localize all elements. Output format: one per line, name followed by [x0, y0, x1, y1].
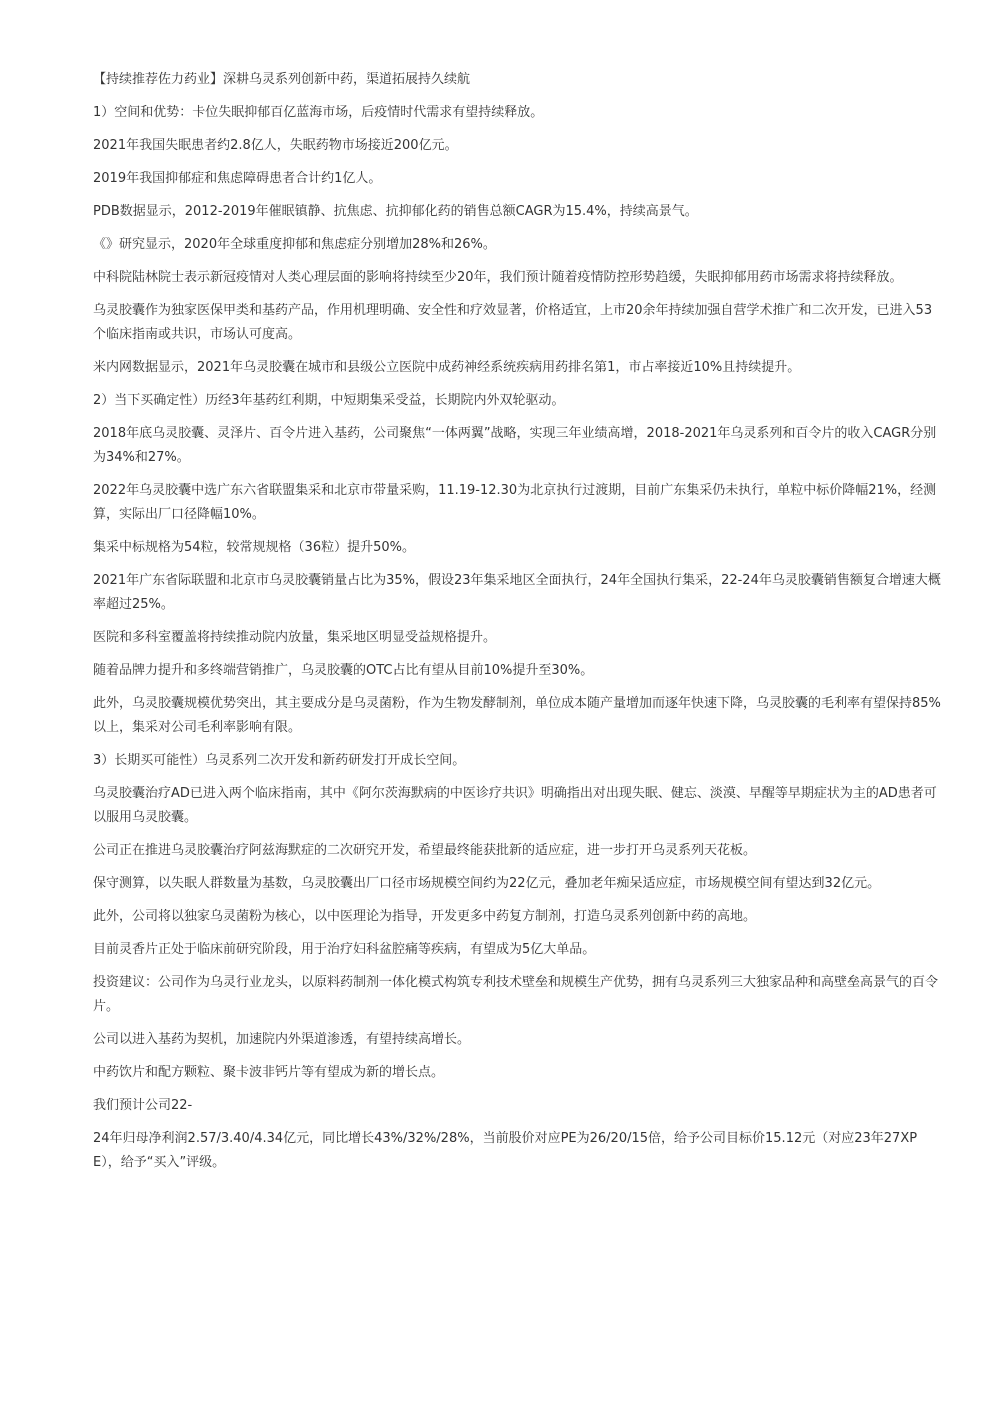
paragraph: 中科院陆林院士表示新冠疫情对人类心理层面的影响将持续至少20年，我们预计随着疫情防控形势趋缓，失眠抑郁用药市场需求将持续释放。 [93, 270, 903, 285]
paragraph: 2018年底乌灵胶囊、灵泽片、百令片进入基药，公司聚焦“一体两翼”战略，实现三年业绩高增，2018-2021年乌灵系列和百令片的收入CAGR分别为34%和27%。 [93, 426, 937, 465]
paragraph: 保守测算，以失眠人群数量为基数，乌灵胶囊出厂口径市场规模空间约为22亿元，叠加老年痴呆适应症，市场规模空间有望达到32亿元。 [93, 876, 881, 891]
paragraph: 投资建议：公司作为乌灵行业龙头，以原料药制剂一体化模式构筑专利技术壁垒和规模生产优势，拥有乌灵系列三大独家品种和高壁垒高景气的百令片。 [93, 975, 939, 1014]
paragraph: 随着品牌力提升和多终端营销推广，乌灵胶囊的OTC占比有望从目前10%提升至30%。 [93, 663, 594, 678]
paragraph: 公司正在推进乌灵胶囊治疗阿兹海默症的二次研究开发，希望最终能获批新的适应症，进一步打开乌灵系列天花板。 [93, 843, 757, 858]
paragraph: 此外，乌灵胶囊规模优势突出，其主要成分是乌灵菌粉，作为生物发酵制剂，单位成本随产量增加而逐年快速下降，乌灵胶囊的毛利率有望保持85%以上，集采对公司毛利率影响有限。 [93, 696, 941, 735]
paragraph: 中药饮片和配方颗粒、聚卡波非钙片等有望成为新的增长点。 [93, 1065, 445, 1080]
paragraph: 《》研究显示，2020年全球重度抑郁和焦虑症分别增加28%和26%。 [93, 237, 496, 252]
paragraph: 此外，公司将以独家乌灵菌粉为核心，以中医理论为指导，开发更多中药复方制剂，打造乌灵系列创新中药的高地。 [93, 909, 757, 924]
document-body [93, 68, 943, 1184]
paragraph: 2022年乌灵胶囊中选广东六省联盟集采和北京市带量采购，11.19-12.30为北京执行过渡期，目前广东集采仍未执行，单粒中标价降幅21%，经测算，实际出厂口径降幅10%。 [93, 483, 937, 522]
paragraph: 1）空间和优势：卡位失眠抑郁百亿蓝海市场，后疫情时代需求有望持续释放。 [93, 105, 544, 120]
paragraph: 公司以进入基药为契机，加速院内外渠道渗透，有望持续高增长。 [93, 1032, 471, 1047]
paragraph: PDB数据显示，2012-2019年催眠镇静、抗焦虑、抗抑郁化药的销售总额CAGR为15.4%，持续高景气。 [93, 204, 698, 219]
paragraph: 2019年我国抑郁症和焦虑障碍患者合计约1亿人。 [93, 171, 382, 186]
paragraph: 乌灵胶囊作为独家医保甲类和基药产品，作用机理明确、安全性和疗效显著，价格适宜，上市20余年持续加强自营学术推广和二次开发，已进入53个临床指南或共识，市场认可度高。 [93, 303, 933, 342]
paragraph: 集采中标规格为54粒，较常规规格（36粒）提升50%。 [93, 540, 415, 555]
paragraph: 24年归母净利润2.57/3.40/4.34亿元，同比增长43%/32%/28%，当前股价对应PE为26/20/15倍，给予公司目标价15.12元（对应23年27XPE），给予“买入”评级。 [93, 1131, 918, 1170]
paragraph: 2）当下买确定性）历经3年基药红利期，中短期集采受益，长期院内外双轮驱动。 [93, 393, 565, 408]
paragraph: 米内网数据显示，2021年乌灵胶囊在城市和县级公立医院中成药神经系统疾病用药排名第1，市占率接近10%且持续提升。 [93, 360, 801, 375]
paragraph: 乌灵胶囊治疗AD已进入两个临床指南，其中《阿尔茨海默病的中医诊疗共识》明确指出对出现失眠、健忘、淡漠、早醒等早期症状为主的AD患者可以服用乌灵胶囊。 [93, 786, 937, 825]
paragraph: 我们预计公司22- [93, 1098, 193, 1113]
paragraph: 目前灵香片正处于临床前研究阶段，用于治疗妇科盆腔痛等疾病，有望成为5亿大单品。 [93, 942, 596, 957]
paragraph: 2021年广东省际联盟和北京市乌灵胶囊销量占比为35%，假设23年集采地区全面执行，24年全国执行集采，22-24年乌灵胶囊销售额复合增速大概率超过25%。 [93, 573, 941, 612]
paragraph: 医院和多科室覆盖将持续推动院内放量，集采地区明显受益规格提升。 [93, 630, 497, 645]
paragraph: 3）长期买可能性）乌灵系列二次开发和新药研发打开成长空间。 [93, 753, 466, 768]
report-title: 【持续推荐佐力药业】深耕乌灵系列创新中药，渠道拓展持久续航 [93, 72, 471, 87]
paragraph: 2021年我国失眠患者约2.8亿人，失眠药物市场接近200亿元。 [93, 138, 458, 153]
